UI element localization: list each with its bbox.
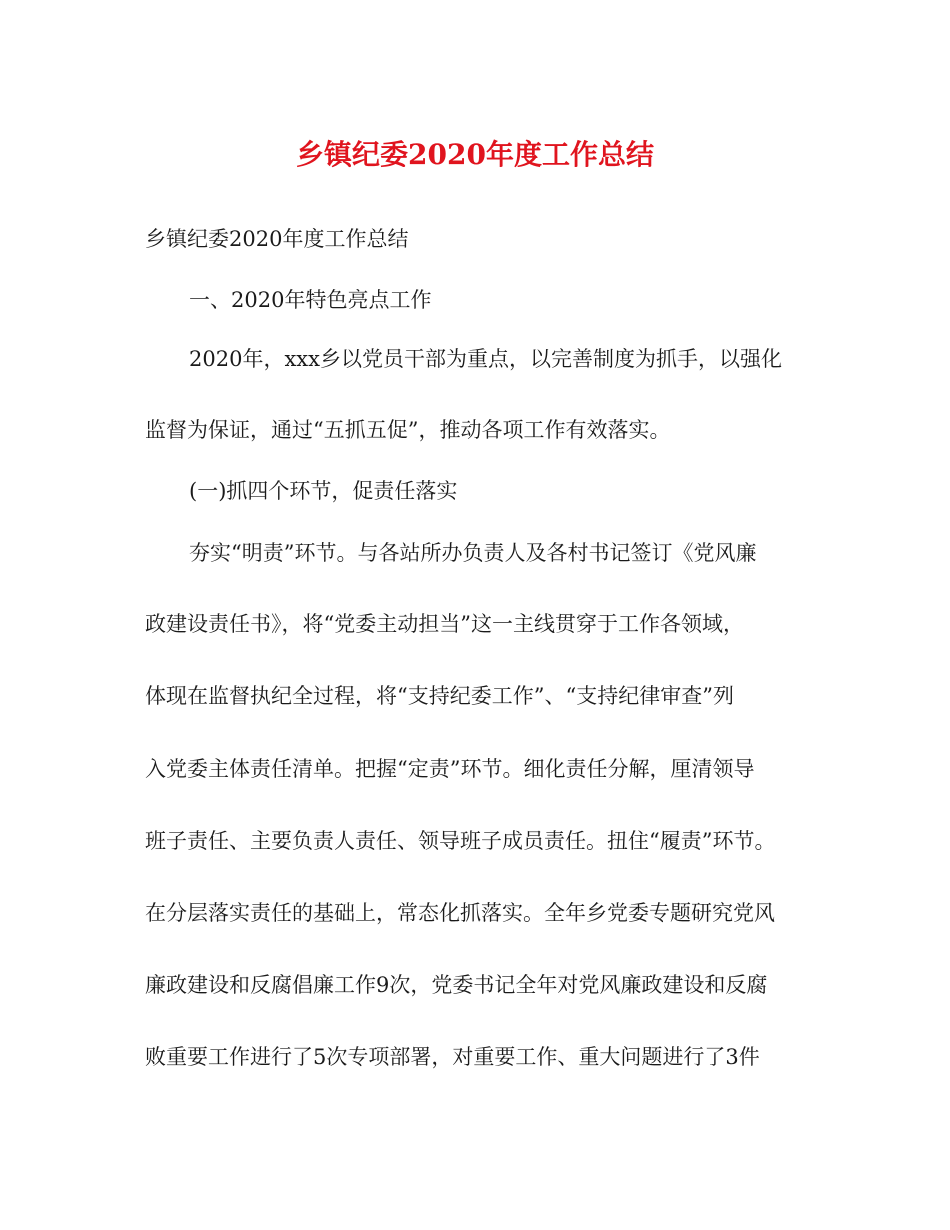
paragraph-line: 败重要工作进行了5次专项部署，对重要工作、重大问题进行了3件	[145, 1045, 760, 1069]
paragraph-line: 夯实“明责”环节。与各站所办负责人及各村书记签订《党风廉	[189, 541, 757, 565]
paragraph-line: 体现在监督执纪全过程，将“支持纪委工作”、“支持纪律审查”列	[145, 684, 734, 708]
paragraph-line: 在分层落实责任的基础上，常态化抓落实。全年乡党委专题研究党风	[145, 901, 775, 925]
paragraph-line: 入党委主体责任清单。把握“定责”环节。细化责任分解，厘清领导	[145, 757, 755, 781]
section-heading: 一、2020年特色亮点工作	[189, 288, 432, 312]
subsection-heading: (一)抓四个环节，促责任落实	[189, 479, 458, 503]
subtitle-line: 乡镇纪委2020年度工作总结	[145, 227, 409, 251]
paragraph-line: 监督为保证，通过“五抓五促”，推动各项工作有效落实。	[145, 418, 671, 442]
paragraph-line: 廉政建设和反腐倡廉工作9次，党委书记全年对党风廉政建设和反腐	[145, 973, 768, 997]
paragraph-line: 2020年，xxx乡以党员干部为重点，以完善制度为抓手，以强化	[189, 347, 782, 371]
document-title: 乡镇纪委2020年度工作总结	[296, 138, 654, 171]
paragraph-line: 班子责任、主要负责人责任、领导班子成员责任。扭住“履责”环节。	[145, 829, 776, 853]
paragraph-line: 政建设责任书》，将“党委主动担当”这一主线贯穿于工作各领域，	[145, 612, 744, 636]
